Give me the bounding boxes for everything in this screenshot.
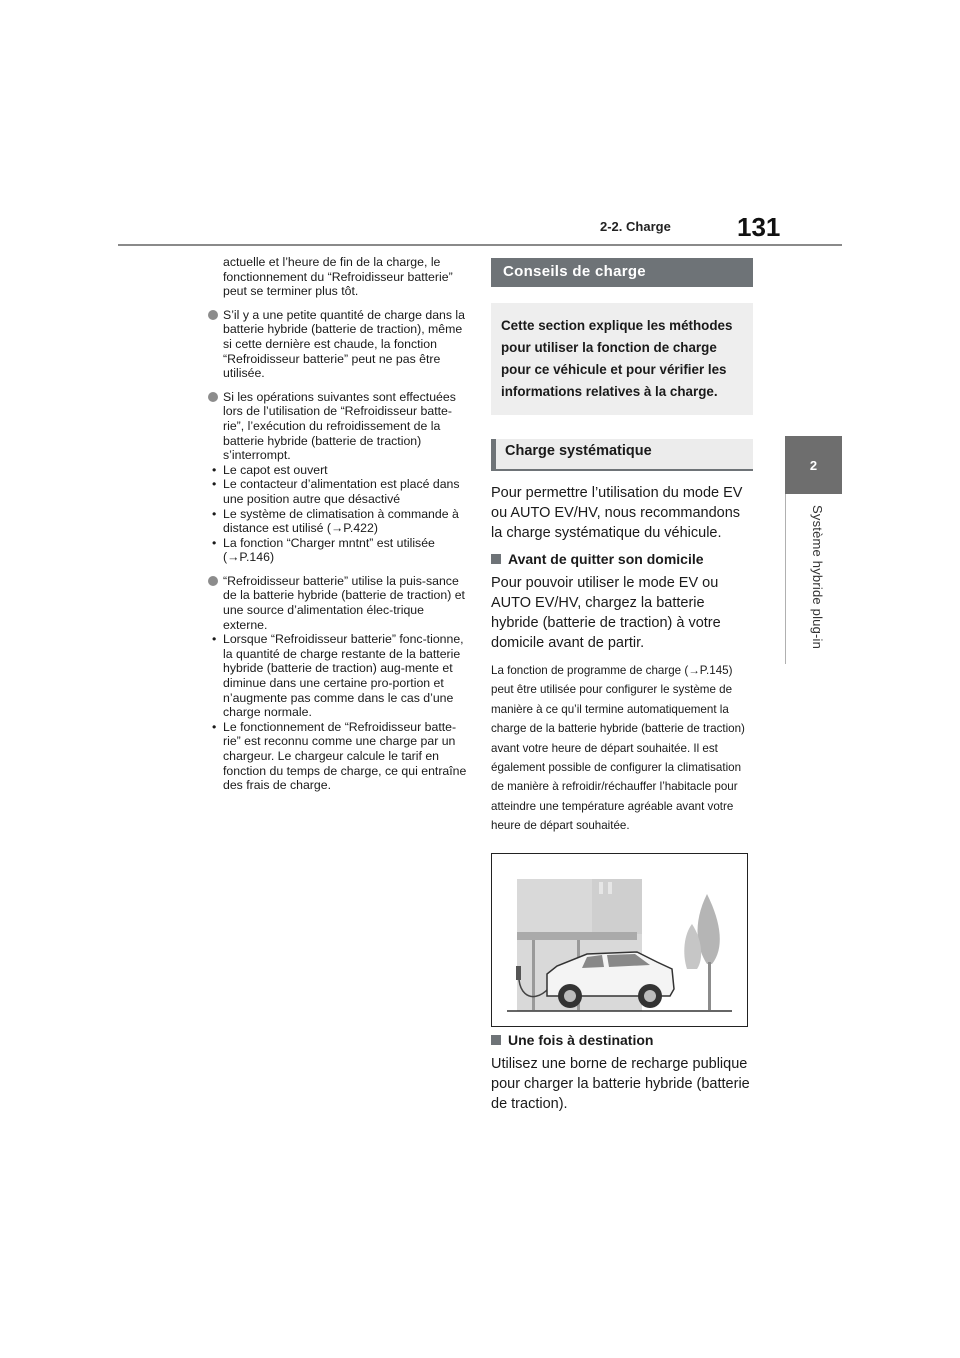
bullet-text: Si les opérations suivantes sont effectuées lors de l’utilisation de “Refroidisseur batte-rie”, l’exécution du refroidissement de la batterie hybride (batterie de traction) s’interrompt. (223, 389, 456, 463)
chapter-title: Système hybride plug-in (810, 505, 825, 650)
sub-bullet-icon: • (212, 719, 217, 734)
sub-bullet-text: La fonction “Charger mntnt” est utilisée (→P.146) (223, 535, 435, 565)
garage-pillar (532, 940, 535, 1010)
wall-charger (516, 966, 521, 980)
left-column (209, 255, 471, 793)
bullet-text: “Refroidisseur batterie” utilise la puis-sance de la batterie hybride (batterie de traction) et une source d’alimentation élec-trique externe. (223, 573, 465, 632)
car-charging-at-home-illustration (491, 853, 748, 1027)
bullet-item (209, 574, 471, 632)
bullet-dot-icon (208, 576, 218, 586)
bullet-dot-icon (208, 310, 218, 320)
paragraph: Pour permettre l’utilisation du mode EV ou AUTO EV/HV, nous recommandons la charge systématique du véhicule. (491, 485, 743, 541)
home-text: Pour pouvoir utiliser le mode EV ou AUTO EV/HV, chargez la batterie hybride (batterie de traction) à votre domicile avant de partir. (491, 575, 721, 651)
sub-bullet-text: Le contacteur d’alimentation est placé dans une position autre que désactivé (223, 477, 460, 506)
sub-bullet-text: Le capot est ouvert (223, 462, 328, 477)
sub-bullet-text: Le fonctionnement de “Refroidisseur batte-rie” est reconnu comme une charge par un chargeur. Le chargeur calcule le tarif en fonction du temps de charge, ce qui entraîne des frais de charge. (223, 719, 467, 793)
sub-bullet-item (209, 720, 471, 793)
page-number: 131 (737, 212, 781, 242)
destination-heading-text: Une fois à destination (508, 1032, 654, 1048)
sub-bullet-item (209, 632, 471, 720)
right-column (491, 258, 753, 836)
bullet-item (209, 390, 471, 463)
section-label: 2-2. Charge (600, 219, 671, 234)
sub-bullet-text: Lorsque “Refroidisseur batterie” fonc-tionne, la quantité de charge restante de la batterie hybride (batterie de traction) aug-mente et diminue dans une certaine pro-portion et n’augmente pas comme dans le cas d’une charge normale. (223, 632, 464, 720)
car-hub (644, 990, 656, 1002)
sub-bullet-item (209, 463, 471, 478)
destination-text: Utilisez une borne de recharge publique pour charger la batterie hybride (batterie de traction). (491, 1056, 750, 1112)
sub-bullet-icon: • (212, 535, 217, 550)
tree-trunk (708, 962, 711, 1010)
bullet-dot-icon (208, 392, 218, 402)
sub-bullet-item (209, 536, 471, 565)
sub-bullet-icon: • (212, 506, 217, 521)
garage-roof (517, 932, 637, 940)
subsection-heading: Charge systématique (491, 439, 753, 471)
bullet-item (209, 308, 471, 381)
bullet-text: S’il y a une petite quantité de charge dans la batterie hybride (batterie de traction), même si cette dernière est chaude, la fonction “Refroidisseur batterie” peut ne pas être utilisée. (223, 307, 466, 381)
sub-bullet-icon: • (212, 462, 217, 477)
sub-bullet-text: Le système de climatisation à commande à distance est utilisé (→P.422) (223, 506, 459, 536)
square-bullet-icon (491, 554, 501, 564)
intro-box: Cette section explique les méthodes pour utiliser la fonction de charge pour ce véhicule et pour vérifier les informations relatives à la charge. (491, 303, 753, 415)
square-bullet-icon (491, 1035, 501, 1045)
header-rule (118, 244, 842, 246)
sub-bullet-item (209, 477, 471, 506)
chapter-tab[interactable]: 2 (785, 436, 842, 494)
sub-bullet-icon: • (212, 477, 217, 492)
sub-bullet-icon: • (212, 632, 217, 647)
section-heading: Conseils de charge (491, 258, 753, 287)
home-note: La fonction de programme de charge (→P.145) peut être utilisée pour configurer le système de manière à ce qu’il termine automatiquement la charge de la batterie hybride (batterie de traction) avant votre heure de départ souhaitée. Il est également possible de configurer la climatisation de manière à refroidir/réchauffer l’habitacle pour atteindre une température agréable avant votre heure de départ souhaitée. (491, 664, 745, 833)
sub-bullet-item (209, 507, 471, 536)
car-hub (564, 990, 576, 1002)
destination-heading (491, 1032, 753, 1048)
destination-section (491, 1032, 753, 1114)
continuation-text: actuelle et l’heure de fin de la charge, le fonctionnement du “Refroidisseur batterie” peut se terminer plus tôt. (223, 255, 453, 299)
illustration-svg (492, 854, 747, 1026)
window-mark (599, 882, 603, 894)
window-mark (608, 882, 612, 894)
home-heading-text: Avant de quitter son domicile (508, 551, 704, 567)
home-heading (491, 551, 753, 567)
